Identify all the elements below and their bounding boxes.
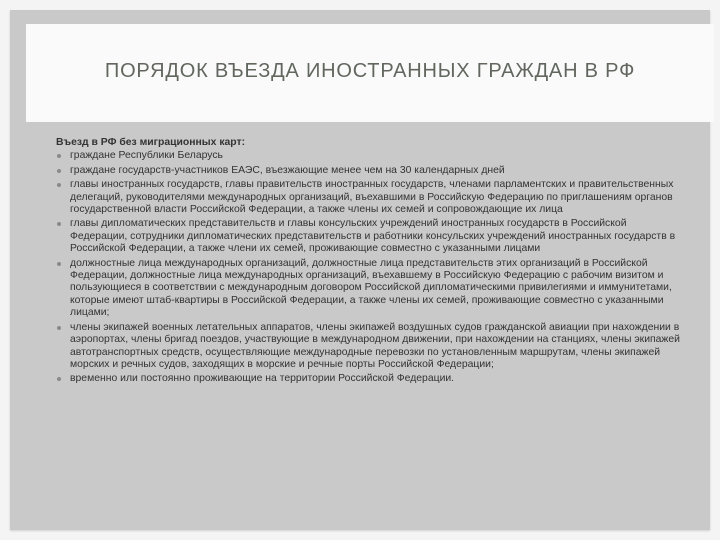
bullet-icon (57, 169, 61, 173)
list-item-text: главы дипломатических представительств и главы консульских учреждений иностранных государств в Российской Федерации, сотрудники дипломатических представительств и работники консульских учреждений иностранных государств в Российской Федерации, а также члени их семей, проживающие совместно с указанными лицами (70, 218, 676, 255)
list-item-text: главы иностранных государств, главы правительств иностранных государств, членами парламентских и правительственных делегаций, руководителями международных организаций, въехавшими в Российскую Федерацию по приглашениям органов государственной власти Российской Федерации, а также члены их семей и сопровождающие их лица (70, 179, 674, 216)
bullet-icon (57, 377, 61, 381)
bullet-icon (57, 326, 61, 330)
list-item (56, 218, 684, 255)
list-item-text: члены экипажей военных летательных аппаратов, члены экипажей воздушных судов гражданской авиации при нахождении в аэропортах, члены бригад поездов, участвующие в международном движении, при нахождении на станциях, члены экипажей автотранспортных средств, осуществляющие международные перевозки по установленным маршрутам, члены экипажей морских и речных судов, заходящих в морские и речные порты Российской Федерации; (70, 321, 680, 370)
bullet-icon (57, 222, 61, 226)
list-item (56, 179, 684, 216)
list-item-text: граждане Республики Беларусь (70, 150, 223, 162)
bullet-icon (57, 262, 61, 266)
slide-title: ПОРЯДОК ВЪЕЗДА ИНОСТРАННЫХ ГРАЖДАН В РФ (104, 60, 636, 82)
list-item-text: должностные лица международных организаций, должностные лица представительств этих организаций в Российской Федерации, должностные лица международных организаций, въехавшему в Российскую Федерацию с рабочим визитом и пользующиеся в соответствии с международным договором Российской дипломатическими привилегиями и иммунитетами, которые имеют штаб-квартиры в Российской Федерации, а также члены их семей, проживающие совместно с указанными лицами; (70, 257, 672, 319)
list-item (56, 258, 684, 320)
list-item (56, 322, 684, 372)
section-heading: Въезд в РФ без миграционных карт: (56, 137, 246, 148)
bullet-list (56, 150, 684, 385)
content-area (56, 137, 684, 388)
bullet-icon (57, 154, 61, 158)
bullet-icon (57, 183, 61, 187)
title-box (26, 24, 714, 122)
list-item (56, 150, 684, 162)
list-item-text: временно или постоянно проживающие на территории Российской Федерации. (70, 373, 455, 385)
list-item (56, 373, 684, 385)
list-item (56, 165, 684, 177)
list-item-text: граждане государств-участников ЕАЭС, въезжающие менее чем на 30 календарных дней (70, 164, 505, 176)
